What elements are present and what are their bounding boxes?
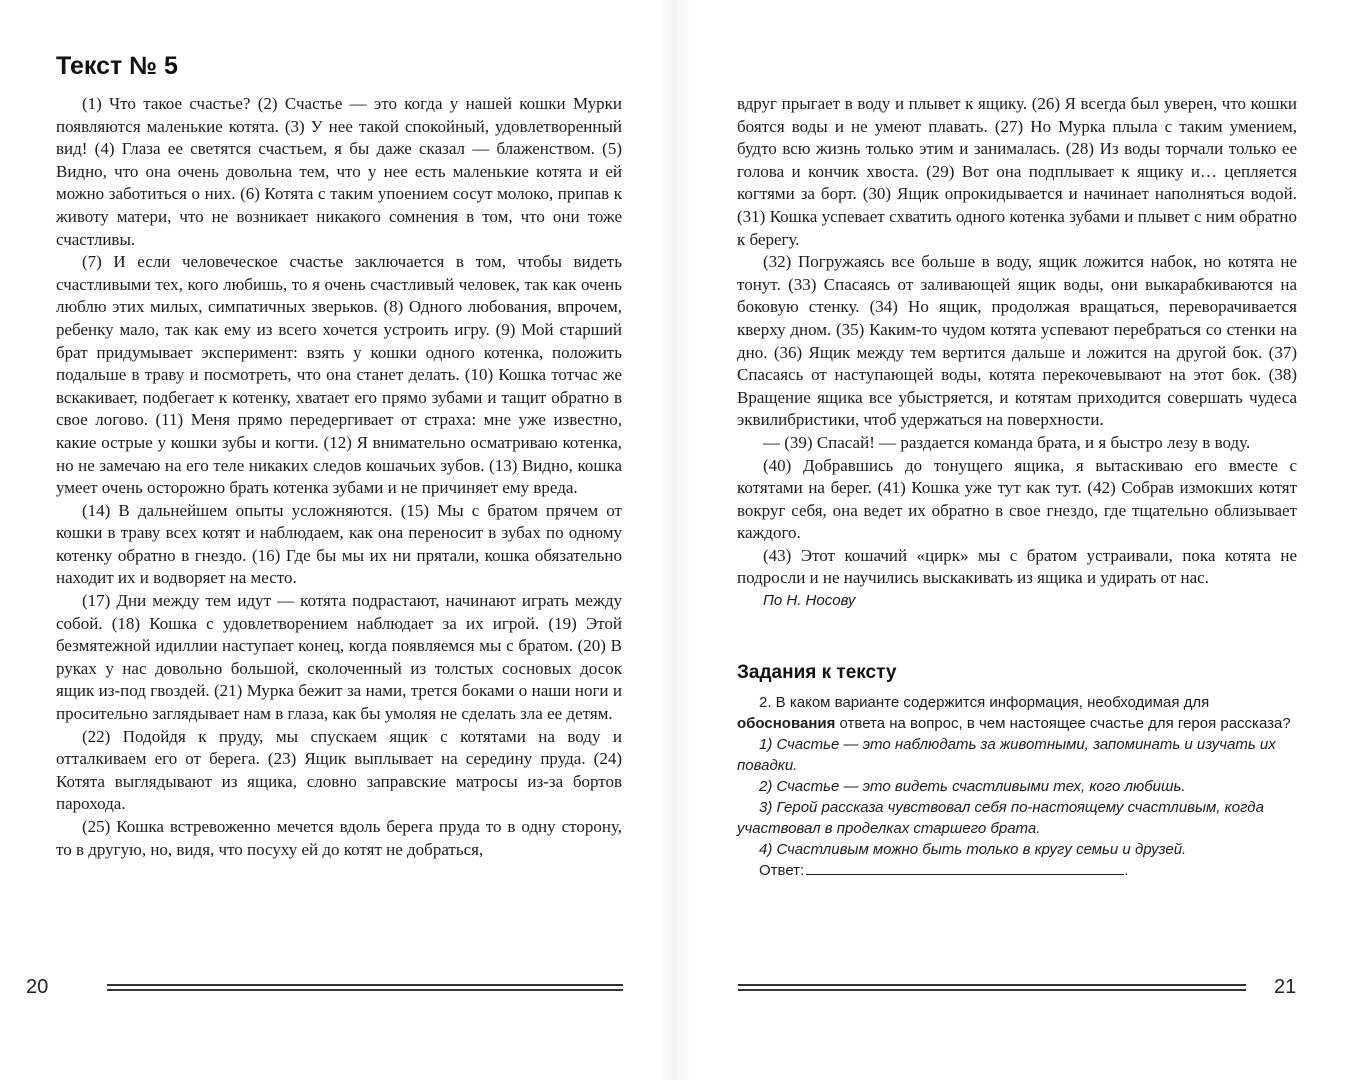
paragraph: (14) В дальнейшем опыты усложняются. (15) Мы с братом прячем от кошки в траву всех котят и наблюдаем, как она переносит в зубах по одному котенку обратно в гнездо. (16) Где бы мы их ни прятали, кошка обязательно находит их и водворяет на место.: [56, 500, 622, 588]
tasks-heading: Задания к тексту: [737, 662, 897, 683]
paragraph: (25) Кошка встревоженно мечется вдоль берега пруда то в одну сторону, то в другую, но, видя, что посуху ей до котят не добраться,: [56, 817, 622, 859]
tasks-section: [737, 662, 1297, 881]
answer-label: Ответ:: [759, 862, 805, 879]
answer-option-4: 4) Счастливым можно быть только в кругу семьи и друзей.: [759, 841, 1187, 858]
story-text-right: [737, 93, 1297, 613]
paragraph: — (39) Спасай! — раздается команда брата, и я быстро лезу в воду.: [763, 432, 1251, 452]
answer-option-3: 3) Герой рассказа чувствовал себя по-настоящему счастливым, когда участвовал в проделках старшего брата.: [737, 799, 1264, 837]
question-bold-word: обоснования: [737, 715, 836, 732]
paragraph: (1) Что такое счастье? (2) Счастье — это когда у нашей кошки Мурки появляются маленькие котята. (3) У нее такой спокойный, удовлетворенный вид! (4) Глаза ее светятся счастьем, я бы даже сказал — блаженством. (5) Видно, что она очень довольна тем, что у нее есть маленькие котята и ей можно заботиться о них. (6) Котята с таким упоением сосут молоко, припав к животу матери, что не возникает никакого сомнения в том, что они тоже счастливы.: [56, 94, 622, 249]
answer-option-2: 2) Счастье — это видеть счастливыми тех, кого любишь.: [759, 778, 1186, 795]
answer-option-1: 1) Счастье — это наблюдать за животными, запоминать и изучать их повадки.: [737, 736, 1276, 774]
paragraph: (43) Этот кошачий «цирк» мы с братом устраивали, пока котята не подросли и не научились выскакивать из ящика и удирать от нас.: [737, 545, 1297, 588]
question-text-end: ответа на вопрос, в чем настоящее счастье для героя рассказа?: [835, 715, 1291, 732]
footer-rule-right: [738, 984, 1246, 992]
answer-blank[interactable]: [806, 860, 1124, 875]
paragraph: (22) Подойдя к пруду, мы спускаем ящик с котятами на воду и отталкиваем его от берега. (23) Ящик выплывает на середину пруда. (24) Котята выглядывают из ящика, словно заправские матросы из-за бортов парохода.: [56, 726, 622, 814]
answer-line: Ответ: .: [759, 862, 1129, 879]
paragraph: (7) И если человеческое счастье заключается в том, чтобы видеть счастливыми тех, кого любишь, то я очень счастливый человек, так как очень люблю этих милых, симпатичных зверьков. (8) Одного любования, впрочем, ребенку мало, так как ему из всего хочется устроить игру. (9) Мой старший брат придумывает эксперимент: взять у кошки одного котенка, положить подальше в траву и посмотреть, что она станет делать. (10) Кошка тотчас же вскакивает, подбегает к котенку, хватает его прямо зубами и тащит обратно в свое логово. (11) Меня прямо передергивает от страха: мне уже известно, какие острые у кошки зубы и когти. (12) Я внимательно осматриваю котенка, но не замечаю на его теле никаких следов кошачьих зубов. (13) Видно, кошка умеет очень осторожно брать котенка зубами и не причиняет ему вреда.: [56, 252, 622, 498]
page-number-left: 20: [26, 976, 49, 998]
question-text: 2. В каком варианте содержится информация, необходимая для: [759, 694, 1210, 711]
paragraph: (40) Добравшись до тонущего ящика, я вытаскиваю его вместе с котятами на берег. (41) Кошка уже тут как тут. (42) Собрав измокших котят вокруг себя, она ведет их обратно в свое гнездо, где тщательно облизывает каждого.: [737, 455, 1297, 543]
text-title: Текст № 5: [56, 52, 178, 80]
paragraph-continuation: вдруг прыгает в воду и плывет к ящику. (26) Я всегда был уверен, что кошки боятся воды и не умеют плавать. (27) Но Мурка плыла с таким умением, будто всю жизнь только этим и занималась. (28) Из воды торчали только ее голова и кончик хвоста. (29) Вот она подплывает к ящику и… цепляется когтями за борт. (30) Ящик опрокидывается и начинает наполняться водой. (31) Кошка успевает схватить одного котенка зубами и плывет с ним обратно к берегу.: [737, 94, 1297, 249]
story-text-left: [56, 93, 622, 861]
footer-rule-left: [107, 984, 623, 992]
page-number-right: 21: [1274, 976, 1297, 998]
paragraph: (17) Дни между тем идут — котята подрастают, начинают играть между собой. (18) Кошка с удовлетворением наблюдает за их игрой. (19) Этой безмятежной идиллии наступает конец, когда появляемся мы с братом. (20) В руках у нас довольно большой, сколоченный из толстых сосновых досок ящик из-под гвоздей. (21) Мурка бежит за нами, трется боками о наши ноги и просительно заглядывает нам в глаза, как бы умоляя не сделать зла ее детям.: [56, 591, 622, 724]
task-question: [737, 692, 1297, 734]
attribution: По Н. Носову: [763, 592, 856, 610]
paragraph: (32) Погружаясь все больше в воду, ящик ложится набок, но котята не тонут. (33) Спасаясь от заливающей ящик воды, они выкарабкиваются на боковую стенку. (34) Но ящик, продолжая вращаться, переворачивается кверху дном. (35) Каким-то чудом котята успевают перебраться со стенки на дно. (36) Ящик между тем вертится дальше и ложится на другой бок. (37) Спасаясь от наступающей воды, котята перекочевывают на этот бок. (38) Вращение ящика все убыстряется, и котятам приходится совершать чудеса эквилибристики, чтоб удержаться на поверхности.: [737, 252, 1297, 430]
right-page: [678, 0, 1356, 1080]
